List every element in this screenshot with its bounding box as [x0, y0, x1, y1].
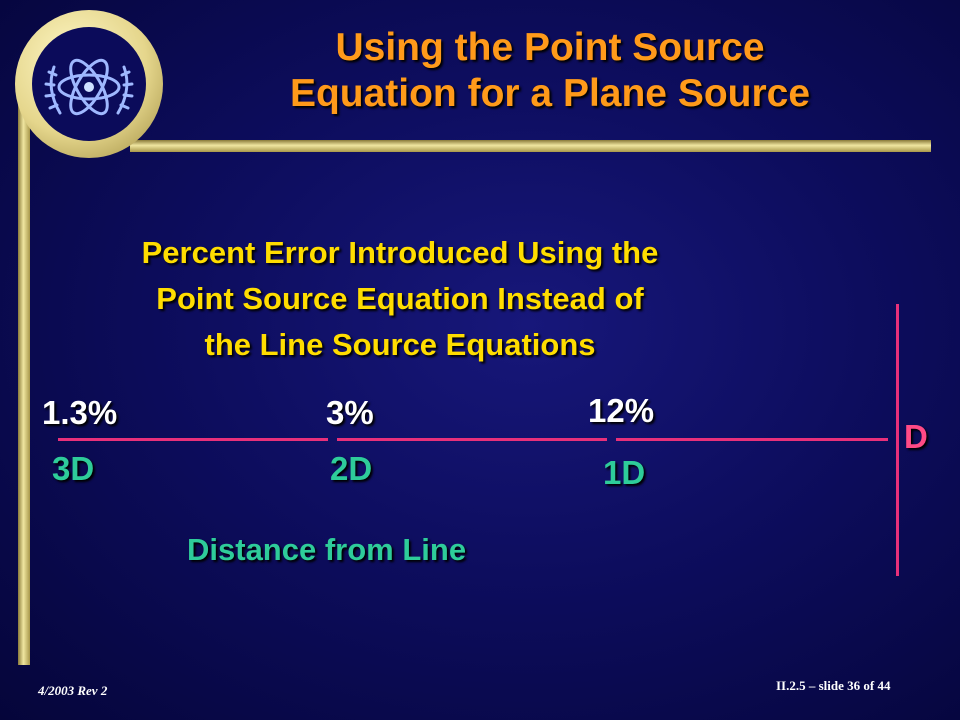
diagram-heading: [60, 230, 740, 368]
atom-emblem-icon: [32, 27, 146, 141]
revision-label: 4/2003 Rev 2: [38, 683, 108, 698]
left-gold-bar: [18, 100, 30, 665]
slide-counter-number: 36: [847, 678, 861, 693]
emblem-logo: [15, 10, 163, 158]
distance-segment-1d-line: [616, 438, 888, 441]
slide-title-line1: Using the Point Source: [335, 26, 765, 69]
diagram-heading-line3: the Line Source Equations: [204, 327, 596, 362]
percent-error-3d: 1.3%: [42, 394, 118, 431]
top-gold-bar: [130, 140, 931, 152]
diagram-heading-line1: Percent Error Introduced Using the: [141, 235, 659, 270]
line-source: [896, 304, 899, 576]
slide-counter-of: of: [863, 678, 875, 693]
diagram-heading-line2: Point Source Equation Instead of: [156, 281, 644, 316]
percent-error-2d: 3%: [326, 394, 374, 431]
distance-segment-2d-1d: [337, 438, 607, 441]
distance-label-2d: 2D: [330, 450, 373, 487]
percent-error-1d: 12%: [588, 392, 655, 429]
line-source-label: D: [904, 418, 928, 455]
distance-segment-3d-2d: [58, 438, 328, 441]
slide-counter: [776, 678, 891, 694]
slide-title: [200, 25, 900, 117]
distance-label-1d: 1D: [603, 454, 646, 491]
slide-counter-total: 44: [877, 678, 891, 693]
slide-title-line2: Equation for a Plane Source: [289, 72, 811, 115]
slide-counter-prefix: II.2.5 – slide: [776, 678, 844, 693]
axis-label: Distance from Line: [187, 532, 467, 567]
distance-label-3d: 3D: [52, 450, 95, 487]
